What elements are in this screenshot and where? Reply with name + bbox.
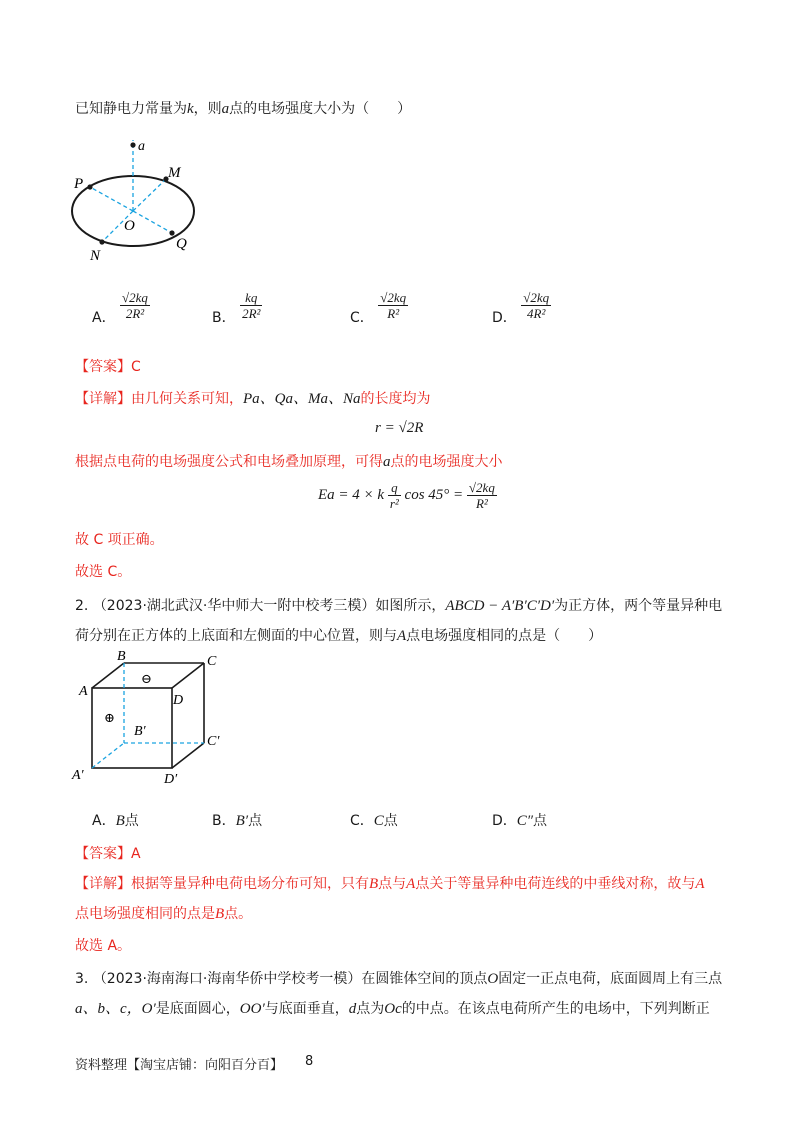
- label-C: C: [207, 654, 217, 669]
- q1-option-b[interactable]: B． $\frac{kq}{\text{2R²}}$: [212, 290, 261, 326]
- label-D: D: [173, 693, 184, 708]
- label-Q: Q: [176, 236, 187, 252]
- segment-OM: [133, 179, 166, 211]
- q1-conclusion-2: 故选 C。: [75, 564, 132, 580]
- negative-charge-icon: ⊖: [141, 671, 152, 686]
- positive-charge-icon: ⊕: [104, 710, 115, 725]
- q2-stem-line2: 荷分别在正方体的上底面和左侧面的中心位置，则与A点电场强度相同的点是（ ）: [75, 628, 603, 644]
- label-N: N: [90, 248, 101, 264]
- point-a: [130, 142, 135, 147]
- edge-DC: [172, 663, 204, 688]
- point-P: [87, 184, 92, 189]
- q1-option-c[interactable]: C． $\frac{√2kq}{\text{R²}}$: [350, 290, 407, 326]
- q1-answer: 【答案】C: [75, 359, 141, 375]
- hidden-edge-A1B1: [92, 743, 124, 768]
- q1-detail-line1: 【详解】由几何关系可知，Pa、Qa、Ma、Na的长度均为: [75, 391, 431, 407]
- q1-option-a-fraction: $\frac{√2kq}{\text{2R²}}$: [122, 290, 148, 321]
- q3-stem-line1: 3. （2023·海南海口·海南华侨中学校考一模）在圆锥体空间的顶点O固定一正点电荷，底面圆周上有三点: [75, 971, 723, 987]
- segment-OQ: [133, 211, 172, 233]
- q1-detail-line2: 根据点电荷的电场强度公式和电场叠加原理，可得a点的电场强度大小: [75, 454, 503, 470]
- footer-source: 资料整理【淘宝店铺：向阳百分百】: [75, 1058, 284, 1073]
- label-D1: D′: [164, 772, 178, 787]
- label-B: B: [117, 649, 126, 664]
- point-N: [99, 239, 104, 244]
- label-a: a: [138, 139, 145, 154]
- edge-AB: [92, 663, 124, 688]
- q3-stem-line2: a、b、c，O′是底面圆心，OO′与底面垂直，d点为Oc的中点。在该点电荷所产生的电场中，下列判断正: [75, 1001, 710, 1017]
- label-A1: A′: [72, 768, 84, 783]
- q1-equation-Ea: Ea = 4 × k $\frac{q}{\text{r²}}$ cos 45° = $\frac{√2kq}{\text{R²}}$: [318, 480, 495, 511]
- label-P: P: [74, 176, 84, 192]
- q1-ellipse-figure: [60, 132, 220, 267]
- q1-option-d[interactable]: D． $\frac{√2kq}{\text{4R²}}$: [492, 290, 550, 326]
- edge-D1C1: [172, 743, 204, 768]
- label-B1: B′: [134, 724, 146, 739]
- q1-option-c-fraction: $\frac{√2kq}{\text{R²}}$: [380, 290, 407, 321]
- label-A: A: [79, 684, 88, 699]
- q2-answer: 【答案】A: [75, 846, 141, 862]
- label-M: M: [168, 165, 181, 181]
- q2-conclusion: 故选 A。: [75, 938, 132, 954]
- point-Q: [169, 230, 174, 235]
- q1-option-a[interactable]: A． $\frac{√2kq}{\text{2R²}}$: [92, 290, 148, 326]
- q1-conclusion-1: 故 C 项正确。: [75, 532, 164, 548]
- q2-cube-figure: [68, 648, 238, 790]
- q2-detail-line2: 点电场强度相同的点是B点。: [75, 906, 253, 922]
- label-O: O: [124, 218, 135, 234]
- q1-equation-r: r = √2R: [375, 420, 424, 436]
- q2-stem-line1: 2. （2023·湖北武汉·华中师大一附中校考三模）如图所示，ABCD − A′B′C′D′为正方体，两个等量异种电: [75, 598, 723, 614]
- q2-option-d[interactable]: D．C″点: [492, 813, 548, 829]
- q1-option-b-fraction: $\frac{kq}{\text{2R²}}$: [242, 290, 261, 321]
- q2-option-a[interactable]: A．B点: [92, 813, 139, 829]
- page-number: 8: [305, 1054, 314, 1069]
- label-C1: C′: [207, 734, 220, 749]
- q1-option-d-fraction: $\frac{√2kq}{\text{4R²}}$: [523, 290, 550, 321]
- q2-option-c[interactable]: C．C点: [350, 813, 398, 829]
- segment-OP: [90, 187, 133, 211]
- front-face: [92, 688, 172, 768]
- q1-stem: 已知静电力常量为k，则a点的电场强度大小为（ ）: [75, 101, 412, 117]
- q2-option-b[interactable]: B．B′点: [212, 813, 263, 829]
- q2-detail-line1: 【详解】根据等量异种电荷电场分布可知，只有B点与A点关于等量异种电荷连线的中垂线对称，故与A: [75, 876, 705, 892]
